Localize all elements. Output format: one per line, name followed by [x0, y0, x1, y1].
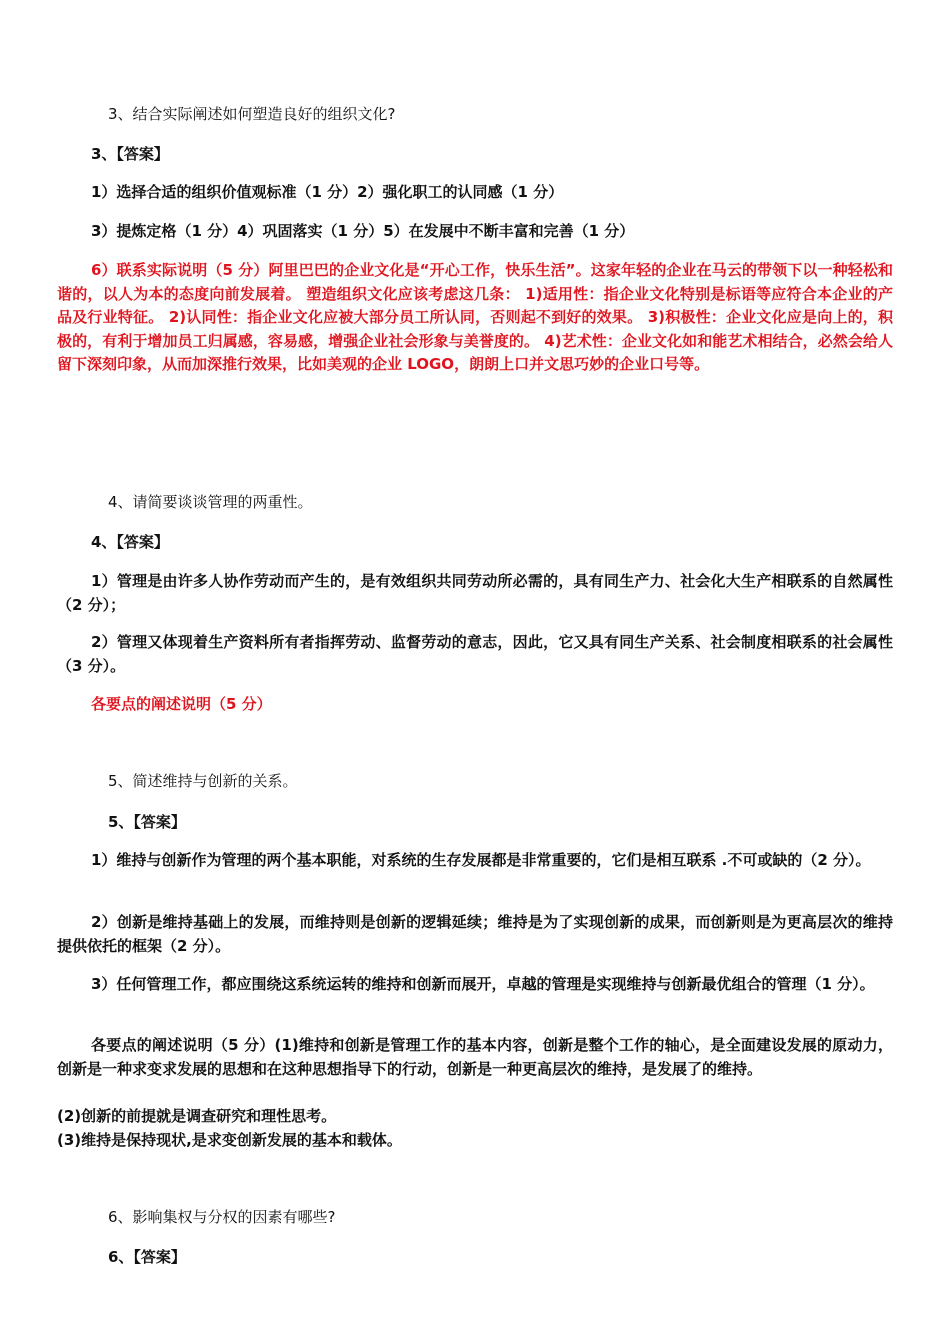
q3-answer-label: 3、【答案】: [91, 145, 169, 163]
q4-question: 4、请简要谈谈管理的两重性。: [108, 493, 313, 511]
q6-question: 6、影响集权与分权的因素有哪些?: [108, 1208, 336, 1226]
q3-question: 3、结合实际阐述如何塑造良好的组织文化?: [108, 105, 396, 123]
q4-red-note: 各要点的阐述说明（5 分）: [91, 695, 272, 713]
q5-paragraph-1: 1）维持与创新作为管理的两个基本职能，对系统的生存发展都是非常重要的，它们是相互联系 .不可或缺的（2 分）。: [91, 851, 871, 869]
q5-paragraph-2: 2）创新是维持基础上的发展，而维持则是创新的逻辑延续；维持是为了实现创新的成果，而创新则是为更高层次的维持提供依托的框架（2 分）。: [57, 913, 893, 955]
q5-paragraph-4: 各要点的阐述说明（5 分）(1)维持和创新是管理工作的基本内容，创新是整个工作的轴心，是全面建设发展的原动力，创新是一种求变求发展的思想和在这种思想指导下的行动，创新是一种更高层次的维持，是发展了的维持。: [57, 1036, 893, 1078]
q3-red-paragraph: 6）联系实际说明（5 分）阿里巴巴的企业文化是“开心工作，快乐生活”。这家年轻的企业在马云的带领下以一种轻松和谐的，以人为本的态度向前发展着。 塑造组织文化应该考虑这几条： 1)适用性：指企业文化特别是标语等应符合本企业的产品及行业特征。 2)认同性：指企业文化应被大部分员工所认同，否则起不到好的效果。 3)积极性：企业文化应是向上的，积极的，有利于增加员工归属感，容易感，增强企业社会形象与美誉度的。 4)艺术性：企业文化如和能艺术相结合，必然会给人留下深刻印象，从而加深推行效果，比如美观的企业 LOGO，朗朗上口并文思巧妙的企业口号等。: [57, 261, 893, 373]
q4-answer-label: 4、【答案】: [91, 533, 169, 551]
q5-paragraph-3: 3）任何管理工作，都应围绕这系统运转的维持和创新而展开，卓越的管理是实现维持与创新最优组合的管理（1 分）。: [91, 975, 875, 993]
q4-paragraph-1: 1）管理是由许多人协作劳动而产生的，是有效组织共同劳动所必需的，具有同生产力、社会化大生产相联系的自然属性（2 分）；: [57, 572, 893, 614]
q5-question: 5、简述维持与创新的关系。: [108, 772, 298, 790]
q3-line2: 3）提炼定格（1 分）4）巩固落实（1 分）5）在发展中不断丰富和完善（1 分）: [91, 222, 635, 240]
q5-answer-label: 5、【答案】: [108, 813, 186, 831]
q4-paragraph-2: 2）管理又体现着生产资料所有者指挥劳动、监督劳动的意志，因此，它又具有同生产关系、社会制度相联系的社会属性（3 分）。: [57, 633, 893, 675]
q6-answer-label: 6、【答案】: [108, 1248, 186, 1266]
q3-line1: 1）选择合适的组织价值观标准（1 分）2）强化职工的认同感（1 分）: [91, 183, 564, 201]
q5-paragraph-5: (2)创新的前提就是调查研究和理性思考。: [57, 1107, 337, 1125]
q5-paragraph-6: (3)维持是保持现状,是求变创新发展的基本和载体。: [57, 1131, 402, 1149]
